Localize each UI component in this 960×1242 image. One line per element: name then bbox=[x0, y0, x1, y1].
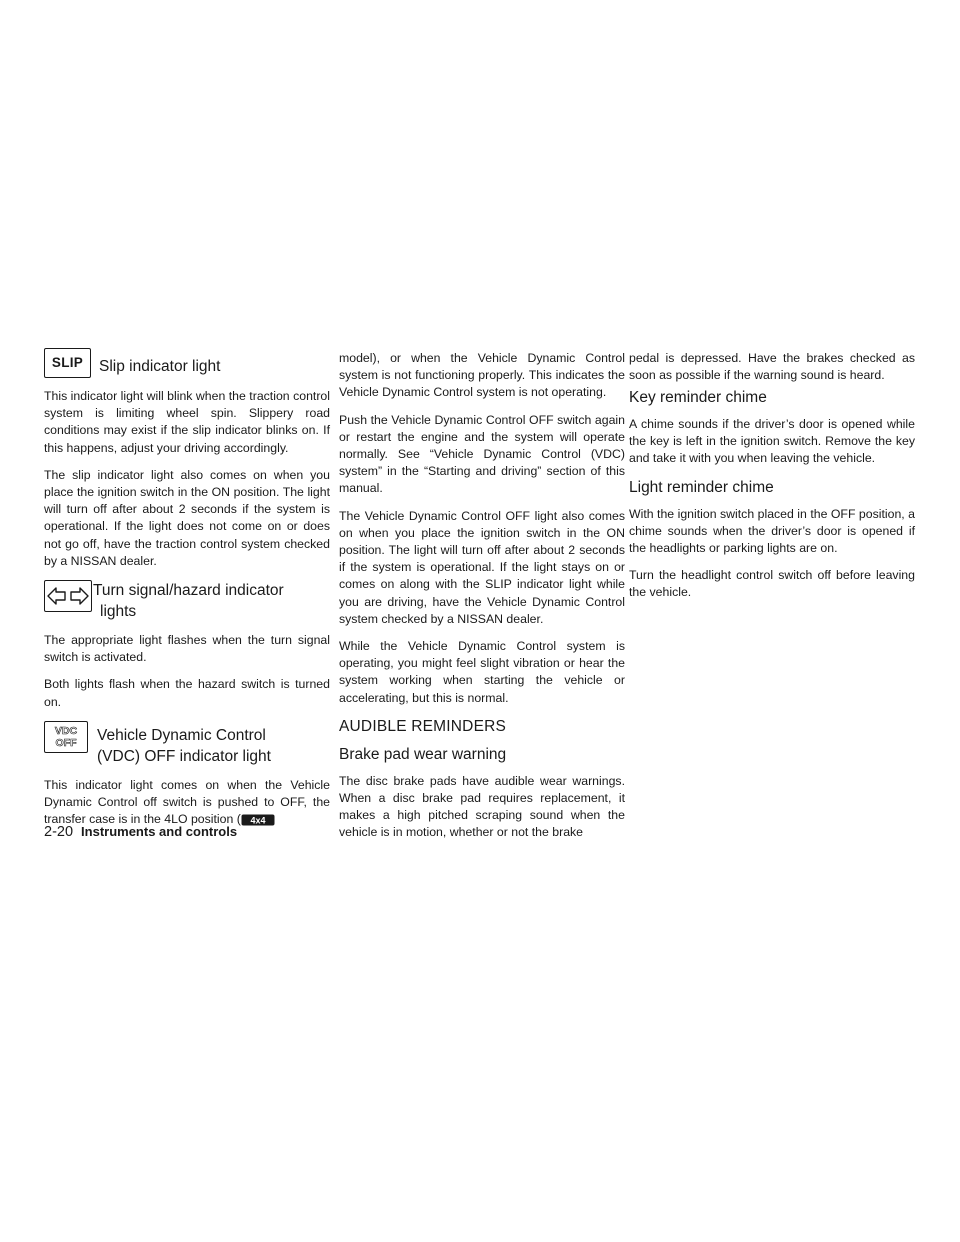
vdc-title-line-2: (VDC) OFF indicator light bbox=[97, 747, 271, 765]
turn-title-line-1: Turn signal/hazard indicator bbox=[93, 582, 284, 600]
column-1 bbox=[44, 348, 330, 838]
page-number: 2-20 bbox=[44, 824, 74, 840]
slip-paragraph-2: The slip indicator light also comes on when you place the ignition switch in the ON position. The light will turn off after about 2 seconds if the system is operational. If the light does not come on or does not go off, have the traction control system checked by a NISSAN dealer. bbox=[44, 467, 330, 568]
svg-text:4x4: 4x4 bbox=[250, 815, 266, 826]
4x4-icon bbox=[241, 814, 275, 826]
vdc-paragraph-1: This indicator light comes on when the Vehicle Dynamic Control off switch is pushed to OFF, the transfer case is in the 4LO position ( 4x4 bbox=[44, 777, 330, 827]
brake-paragraph-1: The disc brake pads have audible wear warnings. When a disc brake pad requires replacement, it makes a high pitched scraping sound when the vehicle is in motion, whether or not the brake bbox=[339, 773, 625, 840]
light-paragraph-1: With the ignition switch placed in the OFF position, a chime sounds when the driver’s door is opened if the headlights or parking lights are on. bbox=[629, 506, 915, 556]
section-name: Instruments and controls bbox=[81, 824, 238, 839]
vdc-paragraph-1-continued: model), or when the Vehicle Dynamic Control system is not functioning properly. This indicates the Vehicle Dynamic Control system is not operating. bbox=[339, 351, 625, 400]
turn-title-line-2: lights bbox=[100, 603, 137, 621]
vdc-paragraph-3: The Vehicle Dynamic Control OFF light also comes on when you place the ignition switch in the ON position. The light will turn off after about 2 seconds if the system is operational. If the light stays on or comes on along with the SLIP indicator light while you are driving, have the Vehicle Dynamic Control system checked by a NISSAN dealer. bbox=[339, 508, 625, 626]
turn-heading bbox=[44, 580, 330, 626]
slip-paragraph-1: This indicator light will blink when the traction control system is limiting wheel spin. Slippery road conditions may exist if the slip indicator blinks on. If this happens, adjust your driving accordingly. bbox=[44, 389, 330, 455]
slip-badge-text: SLIP bbox=[51, 355, 84, 370]
column-3 bbox=[629, 350, 915, 612]
slip-title: Slip indicator light bbox=[99, 358, 221, 375]
vdc-heading bbox=[44, 721, 330, 769]
light-reminder-title: Light reminder chime bbox=[629, 478, 774, 496]
slip-icon bbox=[44, 348, 91, 378]
turn-paragraph-1: The appropriate light flashes when the turn signal switch is activated. bbox=[44, 633, 330, 665]
key-paragraph-1: A chime sounds if the driver’s door is opened while the key is left in the ignition switch. Remove the key and take it with you when leaving the vehicle. bbox=[629, 417, 915, 466]
key-reminder-title: Key reminder chime bbox=[629, 389, 767, 406]
page-footer bbox=[44, 822, 237, 841]
audible-reminders-heading: AUDIBLE REMINDERS bbox=[339, 717, 507, 735]
turn-signal-icon bbox=[44, 580, 92, 612]
vdc-paragraph-4: While the Vehicle Dynamic Control system is operating, you might feel slight vibration or hear the system working when starting the vehicle or accelerating, but this is normal. bbox=[339, 639, 625, 705]
column-2 bbox=[339, 350, 625, 852]
slip-heading bbox=[44, 348, 330, 388]
vdc-title-line-1: Vehicle Dynamic Control bbox=[97, 726, 266, 744]
brake-pad-title: Brake pad wear warning bbox=[339, 745, 507, 763]
turn-paragraph-2: Both lights flash when the hazard switch is turned on. bbox=[44, 677, 330, 709]
vdc-paragraph-2: Push the Vehicle Dynamic Control OFF switch again or restart the engine and the system will operate normally. See “Vehicle Dynamic Control (VDC) system” in the “Starting and driving” section of this manual. bbox=[339, 412, 625, 496]
light-paragraph-2: Turn the headlight control switch off before leaving the vehicle. bbox=[629, 568, 915, 600]
vdc-off-icon bbox=[44, 721, 88, 753]
brake-paragraph-1-continued: pedal is depressed. Have the brakes checked as soon as possible if the warning sound is heard. bbox=[629, 351, 915, 383]
vdc-off-icon-text: VDC OFF bbox=[54, 724, 78, 749]
